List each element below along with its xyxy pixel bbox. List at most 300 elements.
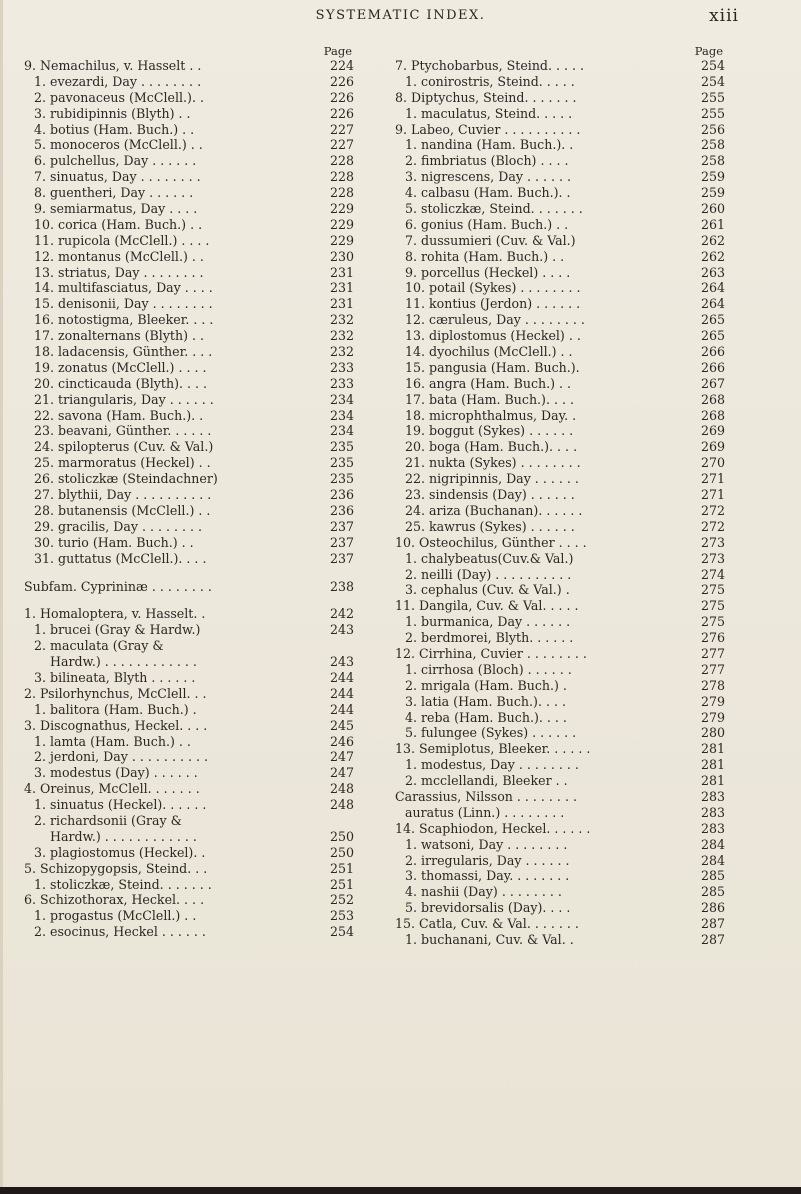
entry-page-number: 268	[700, 391, 725, 407]
section-gap	[24, 594, 354, 606]
index-species-entry	[24, 487, 354, 503]
index-species-entry	[395, 201, 725, 217]
entry-text: 2. richardsonii (Gray &	[34, 812, 182, 828]
index-species-entry	[395, 519, 725, 535]
page-edge	[0, 0, 3, 1194]
entry-page-number: 235	[329, 455, 354, 471]
entry-page-number: 235	[329, 439, 354, 455]
index-species-entry	[395, 471, 725, 487]
page-header	[0, 6, 801, 30]
entry-page-number: 231	[329, 280, 354, 296]
entry-page-number: 266	[700, 359, 725, 375]
entry-page-number: 264	[700, 280, 725, 296]
entry-page-number: 253	[329, 908, 354, 924]
entry-text: 4. reba (Ham. Buch.). . . .	[405, 709, 567, 725]
index-species-entry	[395, 376, 725, 392]
entry-text: 15. Catla, Cuv. & Val. . . . . . .	[395, 916, 579, 932]
index-species-entry	[395, 837, 725, 853]
entry-text: 1. conirostris, Steind. . . . .	[405, 73, 575, 89]
entry-text: 11. Dangila, Cuv. & Val. . . . .	[395, 598, 579, 614]
entry-text: 4. Oreinus, McClell. . . . . . .	[24, 781, 200, 797]
entry-page-number: 250	[329, 844, 354, 860]
entry-text: 9. porcellus (Heckel) . . . .	[405, 264, 571, 280]
entry-text: 3. nigrescens, Day . . . . . .	[405, 169, 572, 185]
entry-text: 16. notostigma, Bleeker. . . .	[34, 312, 214, 328]
running-title: SYSTEMATIC INDEX.	[315, 8, 486, 23]
entry-page-number: 228	[329, 169, 354, 185]
entry-text: 2. mrigala (Ham. Buch.) .	[405, 677, 567, 693]
index-genus-entry	[24, 686, 354, 702]
entry-text: 5. stoliczkæ, Steind. . . . . . .	[405, 201, 583, 217]
entry-page-number: 255	[700, 89, 725, 105]
index-species-entry	[24, 765, 354, 781]
entry-text: 14. multifasciatus, Day . . . .	[34, 280, 213, 296]
index-genus-entry	[395, 916, 725, 932]
index-column-left	[24, 44, 354, 940]
index-species-entry	[395, 423, 725, 439]
index-species-entry	[395, 805, 725, 821]
index-species-entry	[24, 813, 354, 829]
entry-page-number: 284	[700, 836, 725, 852]
entry-text: 24. ariza (Buchanan). . . . . .	[405, 502, 583, 518]
entry-page-number: 228	[329, 153, 354, 169]
index-species-entry	[24, 471, 354, 487]
entry-page-number: 244	[329, 685, 354, 701]
entry-page-number: 254	[700, 73, 725, 89]
entry-page-number: 248	[329, 797, 354, 813]
entry-page-number: 231	[329, 296, 354, 312]
index-species-entry	[395, 360, 725, 376]
entry-page-number: 273	[700, 534, 725, 550]
entry-text: 15. denisonii, Day . . . . . . . .	[34, 296, 213, 312]
index-genus-entry	[24, 606, 354, 622]
entry-text: 3. bilineata, Blyth . . . . . .	[34, 669, 196, 685]
entry-text: 15. pangusia (Ham. Buch.).	[405, 359, 580, 375]
index-species-entry	[395, 662, 725, 678]
entry-text: 1. buchanani, Cuv. & Val. .	[405, 931, 574, 947]
index-species-entry	[395, 678, 725, 694]
entry-text: 6. Schizothorax, Heckel. . . .	[24, 892, 205, 908]
entry-text: 3. thomassi, Day. . . . . . . .	[405, 868, 570, 884]
index-species-entry	[395, 169, 725, 185]
index-species-entry	[395, 614, 725, 630]
index-genus-entry	[24, 781, 354, 797]
entry-page-number: 244	[329, 701, 354, 717]
index-species-entry	[24, 328, 354, 344]
index-species-entry	[395, 694, 725, 710]
entry-text: 10. Osteochilus, Günther . . . .	[395, 534, 587, 550]
entry-text: 2. berdmorei, Blyth. . . . . .	[405, 630, 574, 646]
index-species-entry	[395, 344, 725, 360]
entry-text: 1. watsoni, Day . . . . . . . .	[405, 836, 568, 852]
index-species-entry	[395, 392, 725, 408]
entry-text: 1. evezardi, Day . . . . . . . .	[34, 73, 202, 89]
entry-page-number: 287	[700, 916, 725, 932]
entry-text: 23. sindensis (Day) . . . . . .	[405, 487, 575, 503]
entry-text: 5. brevidorsalis (Day). . . .	[405, 900, 571, 916]
index-genus-entry	[395, 821, 725, 837]
index-species-entry	[395, 487, 725, 503]
entry-page-number: 283	[700, 820, 725, 836]
entry-page-number: 259	[700, 185, 725, 201]
entry-page-number: 278	[700, 677, 725, 693]
index-species-entry	[24, 360, 354, 376]
entry-text: Carassius, Nilsson . . . . . . . .	[395, 788, 577, 804]
index-species-entry	[24, 90, 354, 106]
entry-page-number: 285	[700, 868, 725, 884]
entry-text: 3. rubidipinnis (Blyth) . .	[34, 105, 191, 121]
entry-text: 25. kawrus (Sykes) . . . . . .	[405, 518, 575, 534]
index-species-entry	[24, 797, 354, 813]
index-genus-entry	[395, 535, 725, 551]
entry-text: 1. progastus (McClell.) . .	[34, 908, 197, 924]
index-species-entry	[395, 853, 725, 869]
entry-page-number: 275	[700, 614, 725, 630]
entry-text: 16. angra (Ham. Buch.) . .	[405, 375, 572, 391]
entry-page-number: 270	[700, 455, 725, 471]
index-genus-entry	[395, 789, 725, 805]
entry-page-number: 234	[329, 391, 354, 407]
entry-text: 19. boggut (Sykes) . . . . . .	[405, 423, 574, 439]
index-species-entry	[395, 567, 725, 583]
index-species-entry	[395, 153, 725, 169]
entry-page-number: 273	[700, 550, 725, 566]
entry-text: 25. marmoratus (Heckel) . .	[34, 455, 211, 471]
entry-page-number: 266	[700, 344, 725, 360]
entry-text: 11. kontius (Jerdon) . . . . . .	[405, 296, 581, 312]
index-species-entry	[24, 312, 354, 328]
entry-page-number: 224	[329, 58, 354, 73]
entry-page-number: 227	[329, 121, 354, 137]
entry-page-number: 226	[329, 89, 354, 105]
entry-text: 27. blythii, Day . . . . . . . . . .	[34, 487, 212, 503]
index-species-entry	[395, 503, 725, 519]
entry-page-number: 279	[700, 709, 725, 725]
index-species-entry	[24, 829, 354, 845]
entry-page-number: 236	[329, 487, 354, 503]
entry-page-number: 268	[700, 407, 725, 423]
entry-text: 13. striatus, Day . . . . . . . .	[34, 264, 204, 280]
index-species-entry	[395, 249, 725, 265]
index-species-entry	[395, 455, 725, 471]
index-species-entry	[24, 924, 354, 940]
index-species-entry	[395, 296, 725, 312]
entry-page-number: 233	[329, 359, 354, 375]
entry-text: 6. pulchellus, Day . . . . . .	[34, 153, 197, 169]
entry-page-number: 247	[329, 765, 354, 781]
entry-text: 3. latia (Ham. Buch.). . . .	[405, 693, 566, 709]
entry-text: 2. maculata (Gray &	[34, 638, 164, 654]
index-genus-entry	[395, 122, 725, 138]
entry-text: 19. zonatus (McClell.) . . . .	[34, 359, 207, 375]
entry-text: 10. corica (Ham. Buch.) . .	[34, 216, 203, 232]
index-species-entry	[395, 265, 725, 281]
entry-page-number: 235	[329, 471, 354, 487]
index-species-entry	[24, 122, 354, 138]
entry-page-number: 280	[700, 725, 725, 741]
entry-text: 1. stoliczkæ, Steind. . . . . . .	[34, 876, 212, 892]
entry-page-number: 246	[329, 733, 354, 749]
entry-page-number: 286	[700, 900, 725, 916]
index-species-entry	[24, 423, 354, 439]
entry-page-number: 264	[700, 296, 725, 312]
entry-page-number: 260	[700, 201, 725, 217]
entry-text: 20. boga (Ham. Buch.). . . .	[405, 439, 578, 455]
index-species-entry	[24, 702, 354, 718]
index-species-entry	[395, 884, 725, 900]
entry-text: 1. balitora (Ham. Buch.) .	[34, 701, 197, 717]
entry-page-number: 226	[329, 73, 354, 89]
entry-page-number: 237	[329, 534, 354, 550]
page-column-label: Page	[323, 44, 352, 58]
entry-page-number: 237	[329, 518, 354, 534]
entry-page-number: 281	[700, 757, 725, 773]
entry-text: 22. savona (Ham. Buch.). .	[34, 407, 204, 423]
entry-text: auratus (Linn.) . . . . . . . .	[405, 804, 565, 820]
index-species-entry	[24, 106, 354, 122]
entry-text: 3. cephalus (Cuv. & Val.) .	[405, 582, 570, 598]
index-species-entry	[24, 408, 354, 424]
bottom-edge	[0, 1187, 801, 1194]
index-species-entry	[24, 551, 354, 567]
entry-page-number: 229	[329, 216, 354, 232]
entry-text: 2. neilli (Day) . . . . . . . . . .	[405, 566, 572, 582]
entry-text: 11. rupicola (McClell.) . . . .	[34, 232, 210, 248]
entry-page-number: 258	[700, 137, 725, 153]
entry-page-number: 272	[700, 518, 725, 534]
index-species-entry	[395, 106, 725, 122]
index-species-entry	[24, 908, 354, 924]
entry-page-number: 277	[700, 645, 725, 661]
index-species-entry	[24, 439, 354, 455]
entry-page-number: 252	[329, 892, 354, 908]
index-species-entry	[395, 328, 725, 344]
index-species-entry	[395, 710, 725, 726]
entry-page-number: 279	[700, 693, 725, 709]
entry-text: 8. rohita (Ham. Buch.) . .	[405, 248, 565, 264]
entry-page-number: 276	[700, 630, 725, 646]
entry-page-number: 269	[700, 423, 725, 439]
entry-page-number: 262	[700, 248, 725, 264]
entry-text: 9. Labeo, Cuvier . . . . . . . . . .	[395, 121, 581, 137]
entry-text: 1. cirrhosa (Bloch) . . . . . .	[405, 661, 572, 677]
entry-page-number: 275	[700, 582, 725, 598]
index-species-entry	[24, 654, 354, 670]
entry-page-number: 233	[329, 375, 354, 391]
index-species-entry	[395, 900, 725, 916]
entry-text: 24. spilopterus (Cuv. & Val.)	[34, 439, 214, 455]
index-species-entry	[24, 265, 354, 281]
entry-page-number: 255	[700, 105, 725, 121]
index-species-entry	[395, 439, 725, 455]
entry-text: 12. Cirrhina, Cuvier . . . . . . . .	[395, 645, 587, 661]
entry-page-number: 254	[700, 58, 725, 73]
index-species-entry	[24, 74, 354, 90]
index-genus-entry	[395, 90, 725, 106]
entry-text: 30. turio (Ham. Buch.) . .	[34, 534, 194, 550]
entry-page-number: 259	[700, 169, 725, 185]
entry-text: 5. monoceros (McClell.) . .	[34, 137, 203, 153]
entry-text: 2. mcclellandi, Bleeker . .	[405, 773, 568, 789]
index-species-entry	[24, 217, 354, 233]
entry-text: 21. nukta (Sykes) . . . . . . . .	[405, 455, 581, 471]
entry-text: 31. guttatus (McClell.). . . .	[34, 550, 207, 566]
index-species-entry	[395, 74, 725, 90]
entry-text: 5. fulungee (Sykes) . . . . . .	[405, 725, 577, 741]
index-species-entry	[395, 233, 725, 249]
index-species-entry	[395, 217, 725, 233]
index-species-entry	[24, 734, 354, 750]
entry-text: 1. sinuatus (Heckel). . . . . .	[34, 797, 207, 813]
index-genus-entry	[24, 579, 354, 595]
entry-page-number: 251	[329, 860, 354, 876]
entry-text: 1. brucei (Gray & Hardw.)	[34, 622, 201, 638]
entry-page-number: 229	[329, 201, 354, 217]
entry-page-number: 269	[700, 439, 725, 455]
index-species-entry	[24, 455, 354, 471]
page-column-label: Page	[694, 44, 723, 58]
index-species-entry	[24, 670, 354, 686]
entry-page-number: 281	[700, 773, 725, 789]
entry-text: 3. plagiostomus (Heckel). .	[34, 844, 206, 860]
index-species-entry	[24, 201, 354, 217]
index-species-entry	[395, 725, 725, 741]
index-species-entry	[395, 551, 725, 567]
index-species-entry	[24, 153, 354, 169]
entry-page-number: 271	[700, 487, 725, 503]
index-species-entry	[24, 519, 354, 535]
entry-page-number: 232	[329, 312, 354, 328]
entry-text: 2. irregularis, Day . . . . . .	[405, 852, 570, 868]
entry-page-number: 274	[700, 566, 725, 582]
entry-page-number: 283	[700, 804, 725, 820]
index-species-entry	[24, 535, 354, 551]
entry-page-number: 265	[700, 312, 725, 328]
entry-text: 8. Diptychus, Steind. . . . . . .	[395, 89, 577, 105]
entry-text: Hardw.) . . . . . . . . . . . .	[50, 654, 197, 670]
entry-page-number: 230	[329, 248, 354, 264]
entry-text: 9. Nemachilus, v. Hasselt . .	[24, 58, 202, 73]
entry-text: 1. chalybeatus(Cuv.& Val.)	[405, 550, 574, 566]
entry-text: 7. Ptychobarbus, Steind. . . . .	[395, 58, 585, 73]
index-species-entry	[24, 877, 354, 893]
entry-text: 28. butanensis (McClell.) . .	[34, 502, 211, 518]
entry-page-number: 271	[700, 471, 725, 487]
entry-text: 4. nashii (Day) . . . . . . . .	[405, 884, 562, 900]
entry-text: 10. potail (Sykes) . . . . . . . .	[405, 280, 581, 296]
entry-page-number: 283	[700, 788, 725, 804]
entry-page-number: 285	[700, 884, 725, 900]
index-species-entry	[24, 185, 354, 201]
entry-page-number: 228	[329, 185, 354, 201]
index-species-entry	[395, 757, 725, 773]
entry-page-number: 236	[329, 502, 354, 518]
index-genus-entry	[24, 718, 354, 734]
entry-page-number: 284	[700, 852, 725, 868]
entry-page-number: 250	[329, 828, 354, 844]
entry-text: 1. nandina (Ham. Buch.). .	[405, 137, 574, 153]
entry-text: 14. Scaphiodon, Heckel. . . . . .	[395, 820, 591, 836]
index-species-entry	[395, 773, 725, 789]
index-genus-entry	[24, 892, 354, 908]
entry-text: 29. gracilis, Day . . . . . . . .	[34, 518, 202, 534]
entry-text: 20. cincticauda (Blyth). . . .	[34, 375, 208, 391]
entry-text: 1. burmanica, Day . . . . . .	[405, 614, 571, 630]
entry-text: 4. botius (Ham. Buch.) . .	[34, 121, 195, 137]
entry-page-number: 272	[700, 502, 725, 518]
index-column-right	[395, 44, 725, 948]
index-species-entry	[24, 392, 354, 408]
entry-text: 1. lamta (Ham. Buch.) . .	[34, 733, 191, 749]
entry-text: 18. ladacensis, Günther. . . .	[34, 344, 213, 360]
entry-page-number: 242	[329, 606, 354, 622]
entry-text: 9. semiarmatus, Day . . . .	[34, 201, 198, 217]
entry-text: Subfam. Cyprininæ . . . . . . . .	[24, 578, 212, 594]
entry-text: 13. diplostomus (Heckel) . .	[405, 328, 581, 344]
entry-page-number: 243	[329, 654, 354, 670]
entry-text: 17. zonalternans (Blyth) . .	[34, 328, 205, 344]
index-species-entry	[395, 868, 725, 884]
entry-page-number: 247	[329, 749, 354, 765]
index-species-entry	[24, 137, 354, 153]
entry-text: 12. cæruleus, Day . . . . . . . .	[405, 312, 585, 328]
entry-text: 2. Psilorhynchus, McClell. . .	[24, 685, 207, 701]
entry-text: Hardw.) . . . . . . . . . . . .	[50, 828, 197, 844]
index-species-entry	[395, 582, 725, 598]
index-species-entry	[395, 630, 725, 646]
entry-text: 7. dussumieri (Cuv. & Val.)	[405, 232, 576, 248]
index-species-entry	[24, 376, 354, 392]
entry-page-number: 227	[329, 137, 354, 153]
index-species-entry	[24, 622, 354, 638]
entry-page-number: 244	[329, 669, 354, 685]
entry-text: 17. bata (Ham. Buch.). . . .	[405, 391, 574, 407]
index-species-entry	[24, 749, 354, 765]
entry-page-number: 232	[329, 328, 354, 344]
entry-text: 5. Schizopygopsis, Steind. . .	[24, 860, 208, 876]
entry-text: 7. sinuatus, Day . . . . . . . .	[34, 169, 201, 185]
index-species-entry	[24, 280, 354, 296]
index-genus-entry	[24, 58, 354, 74]
index-species-entry	[395, 137, 725, 153]
entry-text: 8. guentheri, Day . . . . . .	[34, 185, 194, 201]
entry-page-number: 261	[700, 216, 725, 232]
entry-text: 14. dyochilus (McClell.) . .	[405, 344, 573, 360]
entry-page-number: 226	[329, 105, 354, 121]
entry-page-number: 254	[329, 924, 354, 940]
entry-page-number: 277	[700, 661, 725, 677]
entry-page-number: 251	[329, 876, 354, 892]
index-genus-entry	[24, 861, 354, 877]
entry-text: 12. montanus (McClell.) . .	[34, 248, 204, 264]
entry-text: 1. maculatus, Steind. . . . .	[405, 105, 573, 121]
index-genus-entry	[395, 646, 725, 662]
index-species-entry	[24, 638, 354, 654]
index-species-entry	[395, 280, 725, 296]
index-species-entry	[24, 169, 354, 185]
entry-text: 4. calbasu (Ham. Buch.). .	[405, 185, 571, 201]
entry-text: 2. esocinus, Heckel . . . . . .	[34, 924, 206, 940]
entry-page-number: 248	[329, 781, 354, 797]
index-species-entry	[24, 503, 354, 519]
index-species-entry	[395, 312, 725, 328]
entry-page-number: 256	[700, 121, 725, 137]
entry-text: 23. beavani, Günther. . . . . .	[34, 423, 212, 439]
index-genus-entry	[395, 741, 725, 757]
entry-page-number: 258	[700, 153, 725, 169]
entry-text: 3. Discognathus, Heckel. . . .	[24, 717, 208, 733]
entry-text: 3. modestus (Day) . . . . . .	[34, 765, 198, 781]
